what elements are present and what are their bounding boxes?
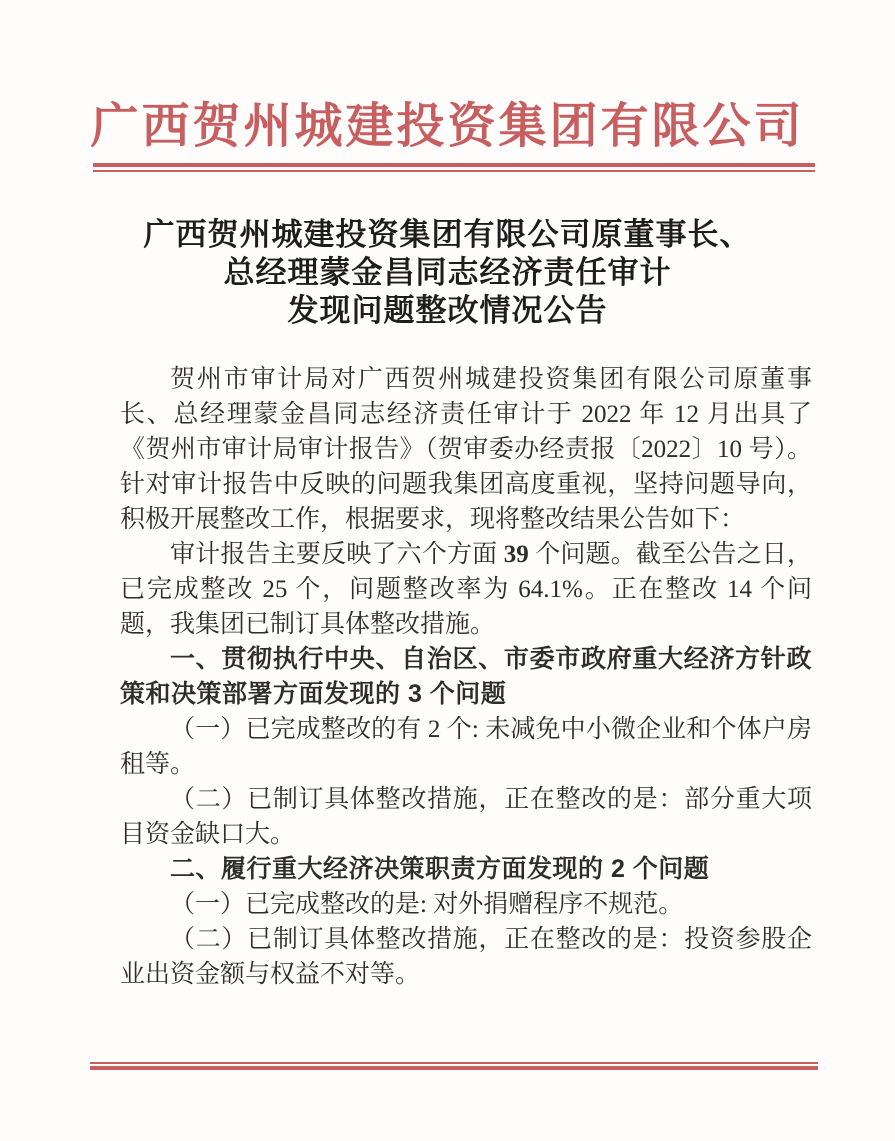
paragraph: （一）已完成整改的有 2 个: 未减免中小微企业和个体户房租等。 <box>120 716 812 778</box>
document-title <box>0 216 895 330</box>
rule-thin-line <box>93 170 815 172</box>
masthead-double-rule <box>93 163 815 172</box>
paragraph: （一）已完成整改的是: 对外捐赠程序不规范。 <box>170 891 684 918</box>
document-title-line-2: 总经理蒙金昌同志经济责任审计 <box>223 255 672 290</box>
paragraph: （二）已制订具体整改措施，正在整改的是：投资参股企业出资金额与权益不对等。 <box>120 926 812 988</box>
footer-double-rule <box>90 1062 818 1070</box>
company-masthead: 广西贺州城建投资集团有限公司 <box>90 100 805 153</box>
document-title-line-3: 发现问题整改情况公告 <box>287 293 608 328</box>
paragraph: （二）已制订具体整改措施，正在整改的是：部分重大项目资金缺口大。 <box>120 786 812 848</box>
document-title-line-1: 广西贺州城建投资集团有限公司原董事长、 <box>143 217 752 252</box>
section-heading: 一、贯彻执行中央、自治区、市委市政府重大经济方针政策和决策部署方面发现的 3 个问题 <box>120 645 812 708</box>
document-body <box>120 362 812 992</box>
paragraph: 贺州市审计局对广西贺州城建投资集团有限公司原董事长、总经理蒙金昌同志经济责任审计于 2022 年 12 月出具了《贺州市审计局审计报告》（贺审委办经责报〔2022〕10 号）。针对审计报告中反映的问题我集团高度重视，坚持问题导向，积极开展整改工作，根据要求，现将整改结果公告如下： <box>120 366 812 533</box>
paragraph: 审计报告主要反映了六个方面 39 个问题。截至公告之日，已完成整改 25 个，问题整改率为 64.1%。正在整改 14 个问题，我集团已制订具体整改措施。 <box>120 541 812 638</box>
section-heading: 二、履行重大经济决策职责方面发现的 2 个问题 <box>170 855 710 883</box>
rule-thin-line <box>90 1062 818 1064</box>
rule-thick-line <box>90 1066 818 1070</box>
rule-thick-line <box>93 163 815 167</box>
